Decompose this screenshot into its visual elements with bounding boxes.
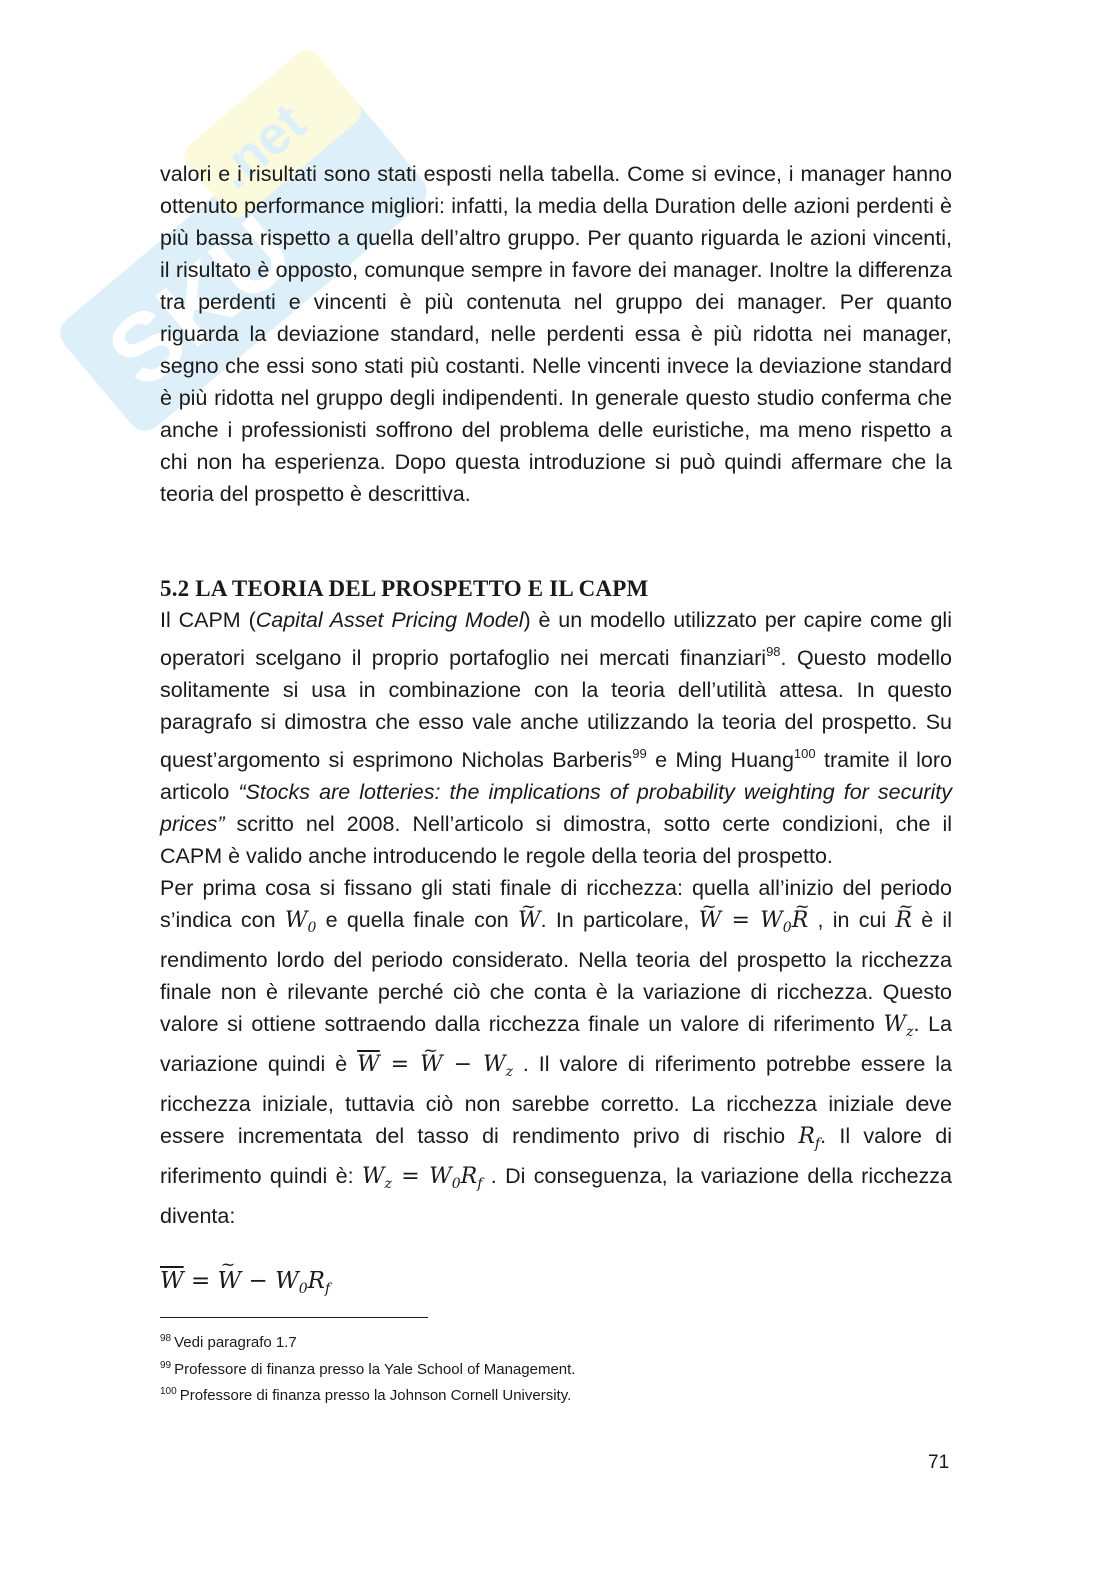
article-title: “Stocks are lotteries: the implications of probability weighting for security prices” (160, 780, 952, 836)
math-Wz: $W_z$ (883, 1012, 914, 1040)
math-W-tilde: ~ W (518, 908, 541, 933)
footnotes (160, 1328, 952, 1408)
text-run: . La variazione quindi è (160, 1012, 952, 1076)
svg-text:.net: .net (204, 92, 317, 200)
text-run: tramite il loro articolo (160, 748, 952, 804)
text-run: . Questo modello solitamente si usa in combinazione con la teoria dell’utilità attesa. In questo paragrafo si dimostra che esso vale anche utilizzando la teoria del prospetto. Su quest’argomento si esprimono Nicholas Barberis (160, 646, 953, 772)
paragraph-wealth-variation (160, 872, 952, 1232)
footnote-ref-98[interactable]: 98 (766, 644, 781, 659)
text-run: e Ming Huang (646, 748, 794, 772)
text-run: . Di conseguenza, la variazione della ricchezza diventa: (160, 1164, 952, 1228)
footnote-ref-99[interactable]: 99 (632, 746, 647, 761)
footnote-100: $^{100}$ Professore di finanza presso la Johnson Cornell University. (160, 1386, 572, 1404)
math-eq-final-wealth: ~ $W = W_0\sim$ R (699, 908, 809, 933)
text-run: scritto nel 2008. Nell’articolo si dimostra, sotto certe condizioni, che il CAPM è valido anche introducendo le regole della teoria del prospetto. (160, 812, 952, 868)
text-run: è il rendimento lordo del periodo considerato. Nella teoria del prospetto la ricchezza finale non è rilevante perché ciò che conta è la variazione di ricchezza. Questo valore si ottiene sottraendo dalla ricchezza finale un valore di riferimento (160, 908, 952, 1036)
math-R-tilde: ~ R (895, 908, 912, 933)
footnote-99: $^{99}$ Professore di finanza presso la Yale School of Management. (160, 1359, 576, 1378)
math-Rf: $R_f$ (798, 1124, 821, 1152)
text-run: , in cui (808, 908, 896, 932)
page-number: 71 (928, 1452, 950, 1473)
text-run: . In particolare, (540, 908, 699, 932)
paragraph-duration-results: valori e i risultati sono stati esposti nella tabella. Come si evince, i manager hanno ottenuto performance migliori: infatti, la media della Duration delle azioni perdenti è più bassa rispetto a quella dell’altro gruppo. Per quanto riguarda le azioni vincenti, il risultato è opposto, comunque sempre in favore dei manager. Inoltre la differenza tra perdenti e vincenti è più contenuta nel gruppo dei manager. Per quanto riguarda la deviazione standard, nelle perdenti essa è più ridotta nei manager, segno che essi sono stati più costanti. Nelle vincenti invece la deviazione standard è più ridotta nel gruppo degli indipendenti. In generale questo studio conferma che anche i professionisti soffrono del problema delle euristiche, ma meno rispetto a chi non ha esperienza. Dopo questa introduzione si può quindi affermare che la teoria del prospetto è descrittiva. (160, 162, 952, 506)
footnote-98: $^{98}$ Vedi paragrafo 1.7 (160, 1333, 297, 1351)
math-W0: $W_0$ (284, 908, 317, 936)
text-run: e quella finale con (316, 908, 518, 932)
paragraph-capm-intro (160, 604, 952, 872)
math-eq-variation: $\overline{W}$ = ~ $W - W_z$ (357, 1052, 513, 1077)
section-heading: 5.2 LA TEORIA DEL PROSPETTO E IL CAPM (160, 576, 649, 601)
text-run: ) è un modello utilizzato per capire come gli operatori scelgano il proprio portafoglio nei mercati finanziari (160, 608, 952, 670)
display-formula: $\overline{W}$ = ~ $W - W_0R_f$ (160, 1268, 952, 1297)
text-run: Il CAPM ( (160, 608, 256, 632)
svg-text:SKU: SKU (88, 195, 313, 409)
capm-expansion: Capital Asset Pricing Model (255, 608, 524, 632)
footnote-ref-100[interactable]: 100 (793, 746, 816, 761)
text-run: Per prima cosa si fissano gli stati finale di ricchezza: quella all’inizio del periodo s’indica con (160, 876, 952, 932)
text-run: . Il valore di riferimento potrebbe essere la ricchezza iniziale, tuttavia ciò non sarebbe corretto. La ricchezza iniziale deve essere incrementata del tasso di rendimento privo di rischio (160, 1052, 953, 1148)
text-run: . Il valore di riferimento quindi è: (160, 1124, 952, 1188)
page-content (160, 158, 952, 1408)
footnote-separator (160, 1317, 428, 1318)
math-eq-reference: $W_z = W_0R_f$ (361, 1164, 483, 1192)
